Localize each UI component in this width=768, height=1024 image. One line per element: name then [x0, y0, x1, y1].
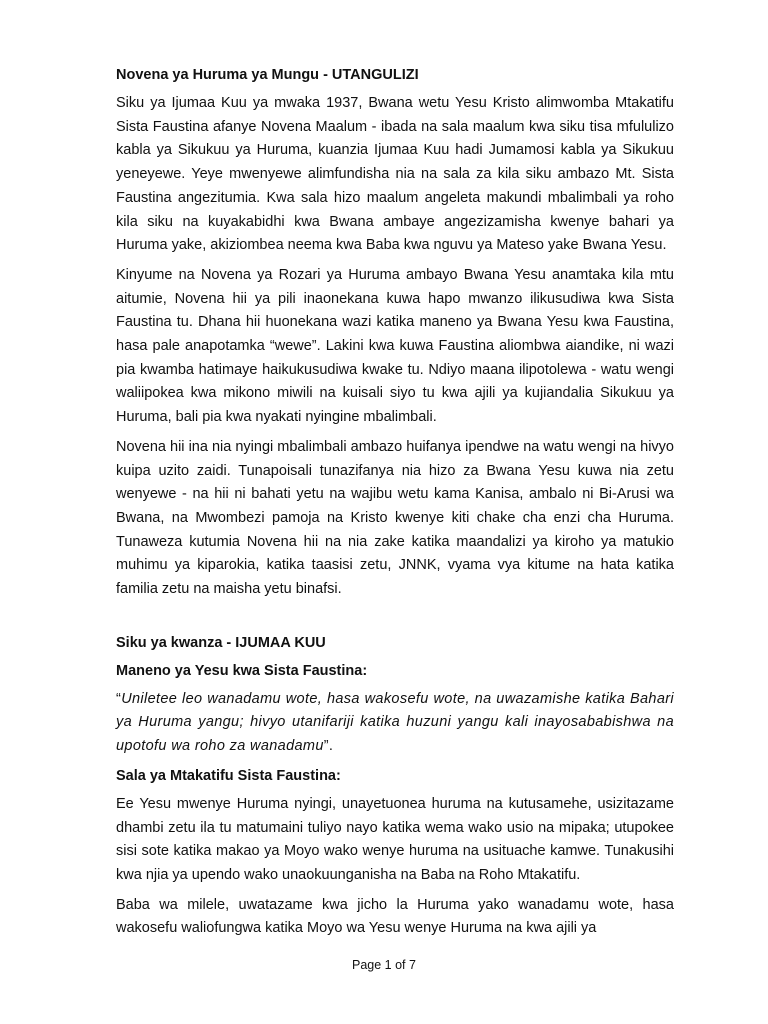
- jesus-quote: [116, 688, 674, 759]
- words-heading: Maneno ya Yesu kwa Sista Faustina:: [116, 662, 368, 679]
- day1-title: Siku ya kwanza - IJUMAA KUU: [116, 634, 326, 651]
- quote-close-mark: ”.: [323, 738, 334, 755]
- prayer-heading: Sala ya Mtakatifu Sista Faustina:: [116, 767, 341, 784]
- quote-open-mark: “: [116, 690, 122, 707]
- page-footer: Page 1 of 7: [352, 958, 416, 972]
- intro-paragraph-2: Kinyume na Novena ya Rozari ya Huruma ambayo Bwana Yesu anamtaka kila mtu aitumie, Novena hii ya pili inaonekana kuwa hapo mwanzo ilikusudiwa kwa Sista Faustina tu. Dhana hii huonekana wazi katika maneno ya Bwana Yesu kwa Faustina, hasa pale anapotamka “wewe”. Lakini kwa kuwa Faustina aliombwa aiandike, ni wazi pia kwamba hatimaye haikukusudiwa kwake tu. Ndiyo maana ilipotolewa - watu wengi waliipokea kwa mikono miwili na kuisali siyo tu kwa ajili ya kujiandalia Sikukuu ya Huruma, bali pia kwa nyakati nyingine mbalimbali.: [116, 266, 674, 426]
- intro-paragraph-1: Siku ya Ijumaa Kuu ya mwaka 1937, Bwana wetu Yesu Kristo alimwomba Mtakatifu Sista Faustina afanye Novena Maalum - ibada na sala maalum kwa siku tisa mfululizo kabla ya Sikukuu ya Huruma, kuanzia Ijumaa Kuu hadi Jumamosi kabla ya Sikukuu yeneyewe. Yeye mwenyewe alimfundisha nia na sala za kila siku ambazo Mt. Sista Faustina angezitumia. Kwa sala hizo maalum angeleta makundi mbalimbali ya roho kila siku na kuyakabidhi kwa Bwana ambaye angezizamisha kwenye bahari ya Huruma yake, akiziombea neema kwa Baba kwa nguvu ya Mateso yake Bwana Yesu.: [116, 95, 674, 254]
- prayer-paragraph-1: Ee Yesu mwenye Huruma nyingi, unayetuonea huruma na kutusamehe, usizitazame dhambi zetu ila tu matumaini tuliyo nayo katika wema wako usio na mipaka; utupokee sisi sote katika makao ya Moyo wako wenye huruma na usituache kamwe. Tunakusihi kwa njia ya upendo wako unaokuunganisha na Baba na Roho Mtakatifu.: [116, 795, 674, 883]
- prayer-paragraph-2: Baba wa milele, uwatazame kwa jicho la Huruma yako wanadamu wote, hasa wakosefu waliofungwa katika Moyo wa Yesu wenye Huruma na kwa ajili ya: [116, 896, 674, 937]
- intro-paragraph-3: Novena hii ina nia nyingi mbalimbali ambazo huifanya ipendwe na watu wengi na hivyo kuipa uzito zaidi. Tunapoisali tunazifanya nia hizo za Bwana Yesu kuwa nia zetu wenyewe - na hii ni bahati yetu na wajibu wetu kama Kanisa, ambalo ni Bi-Arusi wa Bwana, na Mwombezi pamoja na Kristo kwenye kiti chake cha enzi cha Huruma. Tunaweza kutumia Novena hii na nia zake katika maandalizi ya kiroho ya matukio muhimu ya kiparokia, katika taasisi zetu, JNNK, vyama vya kitume na hata katika familia zetu na maisha yetu binafsi.: [116, 438, 674, 598]
- intro-title: Novena ya Huruma ya Mungu - UTANGULIZI: [116, 67, 419, 83]
- page-content: [116, 64, 674, 947]
- quote-text: Uniletee leo wanadamu wote, hasa wakosefu wote, na uwazamishe katika Bahari ya Huruma yangu; hivyo utanifariji katika huzuni yangu kali inayosababishwa na upotofu wa roho za wanadamu: [116, 690, 674, 755]
- section-spacer: [116, 608, 674, 632]
